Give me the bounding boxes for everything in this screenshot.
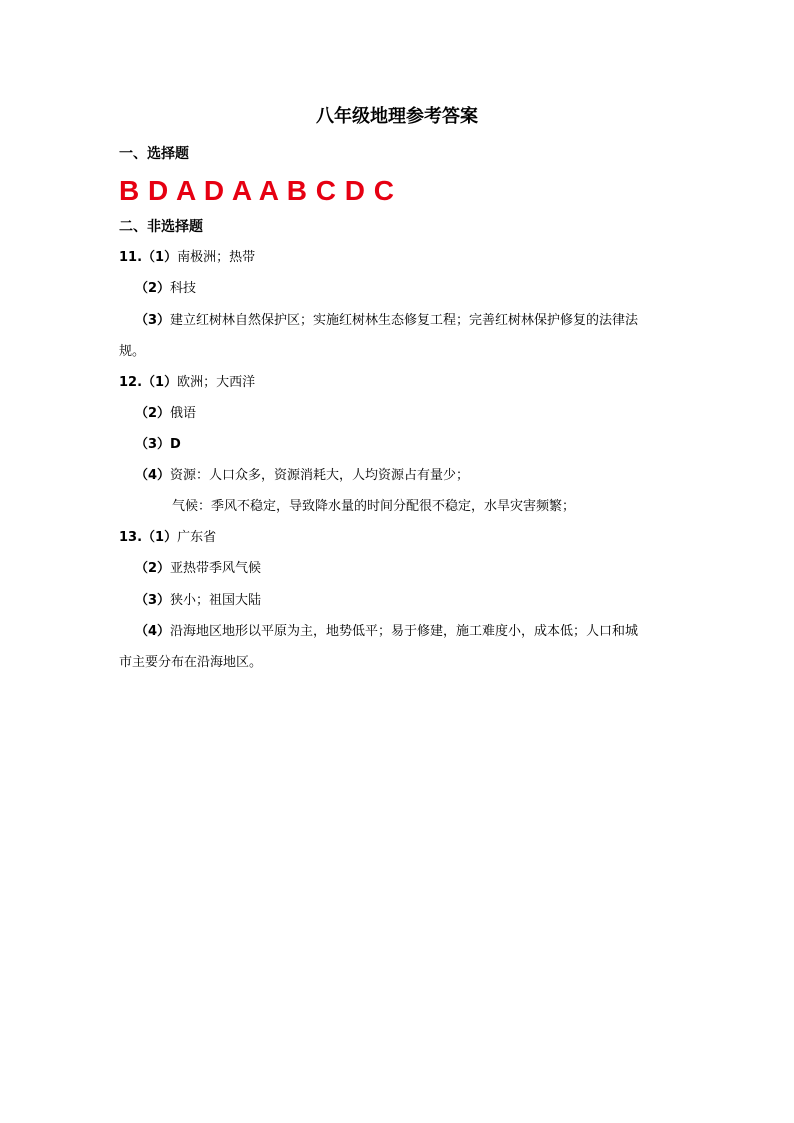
q13-part2-text: 亚热带季风气候 [170, 561, 262, 576]
q11-part1-text: 南极洲；热带 [177, 250, 256, 265]
q12-part2-text: 俄语 [170, 406, 197, 421]
q12-part1-label: （1） [142, 375, 178, 390]
q12-part4-continued: 气候：季风不稳定，导致降水量的时间分配很不稳定，水旱灾害频繁； [172, 499, 576, 514]
q11-part1 [119, 248, 255, 268]
q13-part4-label: （4） [135, 624, 171, 639]
q12-part2 [135, 404, 196, 424]
q13-part2-label: （2） [135, 561, 171, 576]
q11-number: 11. [119, 250, 143, 265]
section-heading-choice: 一、选择题 [119, 146, 189, 162]
q12-part2-label: （2） [135, 406, 171, 421]
q13-part2 [135, 559, 261, 579]
q13-number: 13. [119, 530, 143, 545]
choice-answers: B D A D A A B C D C [119, 175, 395, 206]
q13-part1-label: （1） [142, 530, 178, 545]
q13-part1 [119, 528, 216, 548]
q12-part4-label: （4） [135, 468, 171, 483]
q12-part3-label: （3） [135, 437, 171, 452]
q11-part3-text-1: 建立红树林自然保护区；实施红树林生态修复工程；完善红树林保护修复的法律法 [170, 313, 639, 328]
q11-part2 [135, 279, 196, 299]
q11-part3 [135, 311, 638, 331]
q11-part2-label: （2） [135, 281, 171, 296]
q13-part4-continued: 市主要分布在沿海地区。 [119, 655, 263, 670]
section-heading-nonchoice: 二、非选择题 [119, 219, 203, 235]
q11-part3-continued: 规。 [119, 344, 146, 359]
q12-part3-text: D [170, 437, 181, 452]
q13-part1-text: 广东省 [177, 530, 217, 545]
q12-number: 12. [119, 375, 143, 390]
q11-part3-label: （3） [135, 313, 171, 328]
q13-part4 [135, 622, 638, 642]
q12-part3 [135, 435, 181, 455]
q12-part1 [119, 373, 255, 393]
q11-part1-label: （1） [142, 250, 178, 265]
q12-part4-text-1: 资源：人口众多，资源消耗大，人均资源占有量少； [170, 468, 470, 483]
q13-part3-label: （3） [135, 593, 171, 608]
q12-part1-text: 欧洲；大西洋 [177, 375, 256, 390]
q11-part2-text: 科技 [170, 281, 197, 296]
q13-part3-text: 狭小；祖国大陆 [170, 593, 262, 608]
q13-part4-text-1: 沿海地区地形以平原为主，地势低平；易于修建，施工难度小，成本低；人口和城 [170, 624, 639, 639]
q12-part4 [135, 466, 469, 486]
q13-part3 [135, 591, 261, 611]
page-title: 八年级地理参考答案 [316, 106, 478, 127]
